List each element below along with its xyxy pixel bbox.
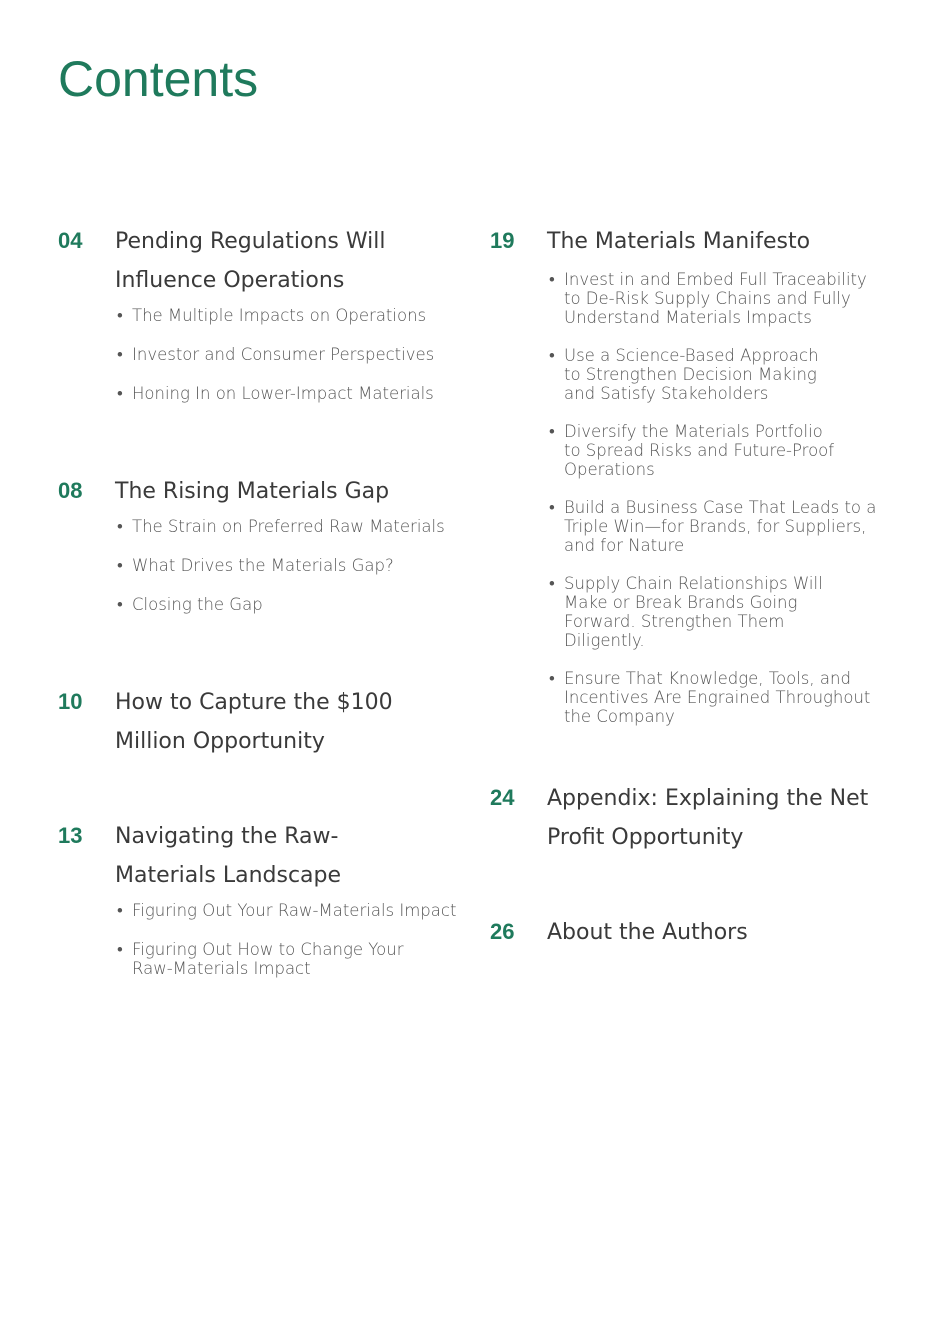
section-heading[interactable]: Appendix: Explaining the Net Profit Opportunity [547, 786, 869, 850]
page-number: 24 [490, 785, 515, 810]
subsection-list [547, 270, 877, 726]
subsection-item[interactable]: • Closing the Gap [115, 595, 535, 614]
page-number: 10 [58, 689, 83, 714]
page-number: 19 [490, 228, 515, 253]
subsection-item[interactable]: • Supply Chain Relationships Will Make or Break Brands Going Forward. Strengthen Them Diligently. [547, 574, 877, 650]
section-heading[interactable]: Navigating the Raw-Materials Landscape [115, 824, 342, 888]
toc-entry-08[interactable] [58, 472, 535, 614]
page-title: Contents [58, 51, 259, 107]
section-heading[interactable]: About the Authors [547, 920, 748, 945]
subsection-item[interactable]: • Honing In on Lower-Impact Materials [115, 384, 535, 403]
toc-entry-19[interactable] [490, 222, 950, 726]
toc-entry-10[interactable] [58, 683, 535, 761]
subsection-item[interactable]: • Ensure That Knowledge, Tools, and Incentives Are Engrained Throughout the Company [547, 669, 877, 726]
subsection-item[interactable]: • Build a Business Case That Leads to a Triple Win—for Brands, for Suppliers, and for Nature [547, 498, 877, 555]
subsection-item[interactable]: • Use a Science-Based Approach to Strengthen Decision Making and Satisfy Stakeholders [547, 346, 877, 403]
page-number: 26 [490, 919, 515, 944]
subsection-item[interactable]: • Figuring Out How to Change Your Raw-Materials Impact [115, 940, 422, 978]
section-heading[interactable]: The Materials Manifesto [547, 229, 811, 254]
section-heading[interactable]: Pending Regulations Will Influence Operations [115, 229, 386, 293]
subsection-item[interactable]: • Diversify the Materials Portfolio to Spread Risks and Future-Proof Operations [547, 422, 877, 479]
subsection-item[interactable]: • Figuring Out Your Raw-Materials Impact [115, 901, 535, 920]
page-number: 04 [58, 228, 83, 253]
page-number: 13 [58, 823, 83, 848]
toc-entry-24[interactable] [490, 779, 950, 857]
page-number: 08 [58, 478, 83, 503]
subsection-list [115, 517, 535, 614]
section-heading[interactable]: How to Capture the $100 Million Opportunity [115, 690, 393, 754]
toc-entry-13[interactable] [58, 817, 535, 978]
subsection-item[interactable]: • What Drives the Materials Gap? [115, 556, 535, 575]
subsection-item[interactable]: • Investor and Consumer Perspectives [115, 345, 535, 364]
section-heading[interactable]: The Rising Materials Gap [115, 479, 390, 504]
toc-entry-04[interactable] [58, 222, 535, 403]
subsection-item[interactable]: • Invest in and Embed Full Traceability to De-Risk Supply Chains and Fully Understand Materials Impacts [547, 270, 877, 327]
subsection-item[interactable]: • The Strain on Preferred Raw Materials [115, 517, 535, 536]
toc-entry-26[interactable] [490, 913, 950, 952]
subsection-item[interactable]: • The Multiple Impacts on Operations [115, 306, 535, 325]
subsection-list [115, 306, 535, 403]
subsection-list [115, 901, 535, 978]
